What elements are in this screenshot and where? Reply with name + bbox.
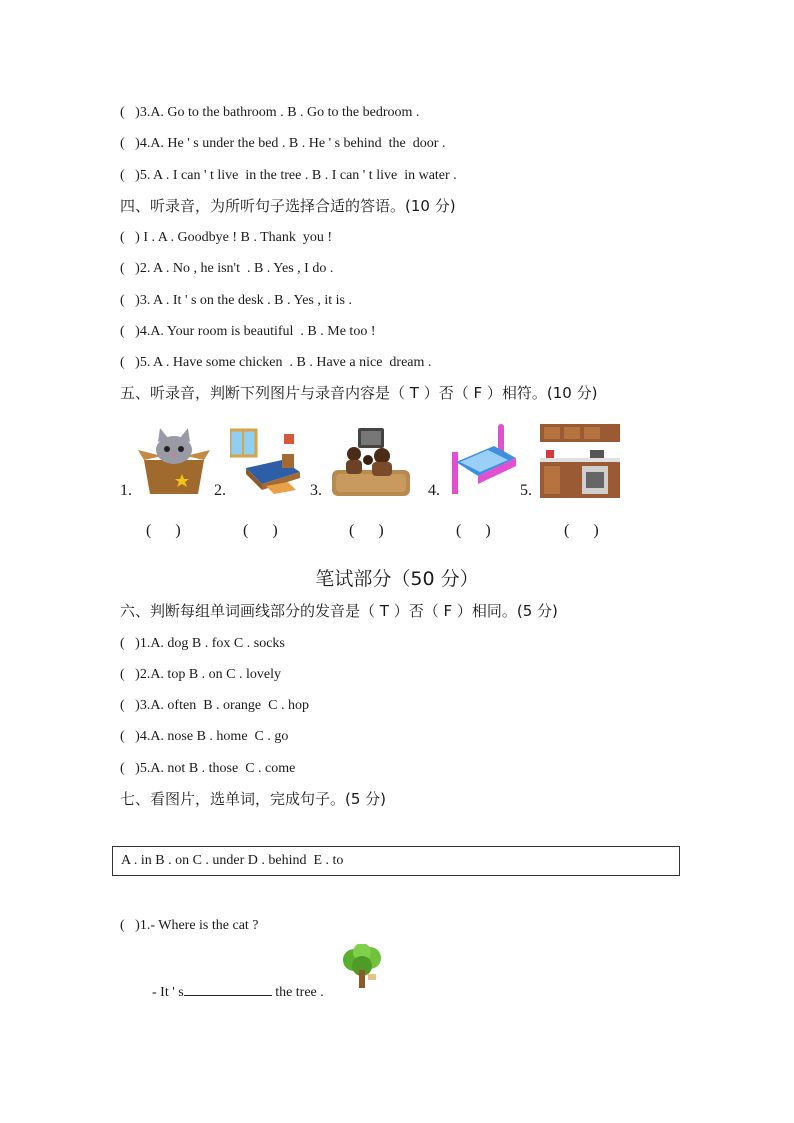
answer-paren-1[interactable]: ( ) (146, 522, 181, 539)
section-6-item-2: ( )2.A. top B . on C . lovely (120, 667, 281, 682)
listening-item-4: ( )4.A. He ' s under the bed . B . He ' s behind the door . (120, 136, 446, 151)
kitchen-icon (540, 424, 620, 498)
section-6-item-1: ( )1.A. dog B . fox C . socks (120, 636, 285, 651)
section-4-item-3: ( )3. A . It ' s on the desk . B . Yes , it is . (120, 293, 352, 308)
section-7-answer-1 (152, 981, 324, 1002)
cat-in-box-icon (138, 424, 210, 496)
section-4-item-5: ( )5. A . Have some chicken . B . Have a nice dream . (120, 355, 432, 370)
section-6-item-4: ( )4.A. nose B . home C . go (120, 729, 289, 744)
answer-paren-4[interactable]: ( ) (456, 522, 491, 539)
section-5-heading: 五、听录音，判断下列图片与录音内容是（ T ）否（ F ）相符。(10 分) (120, 384, 598, 402)
section-7-question-1: ( )1.- Where is the cat ? (120, 918, 259, 933)
word-bank-text: A . in B . on C . under D . behind E . to (121, 853, 344, 868)
answer-paren-2[interactable]: ( ) (243, 522, 278, 539)
answer-suffix: the tree . (271, 985, 324, 1000)
picture-number-3: 3. (310, 482, 322, 499)
picture-number-5: 5. (520, 482, 532, 499)
section-4-item-4: ( )4.A. Your room is beautiful . B . Me too ! (120, 324, 376, 339)
section-4-item-2: ( )2. A . No , he isn't . B . Yes , I do . (120, 261, 334, 276)
answer-blank[interactable] (184, 981, 272, 996)
section-4-item-1: ( ) I . A . Goodbye ! B . Thank you ! (120, 230, 333, 245)
picture-number-1: 1. (120, 482, 132, 499)
section-7-heading: 七、看图片，选单词，完成句子。(5 分) (120, 790, 387, 808)
section-4-heading: 四、听录音，为所听句子选择合适的答语。(10 分) (120, 197, 456, 215)
family-watching-tv-icon (332, 424, 410, 496)
written-part-title: 笔试部分（50 分） (315, 568, 479, 590)
bed-icon (448, 424, 520, 496)
picture-number-2: 2. (214, 482, 226, 499)
word-bank-box (112, 846, 680, 876)
section-6-item-3: ( )3.A. often B . orange C . hop (120, 698, 309, 713)
answer-paren-5[interactable]: ( ) (564, 522, 599, 539)
picture-number-4: 4. (428, 482, 440, 499)
answer-prefix: - It ' s (152, 985, 184, 1000)
listening-item-3: ( )3.A. Go to the bathroom . B . Go to the bedroom . (120, 105, 420, 120)
answer-paren-3[interactable]: ( ) (349, 522, 384, 539)
bedroom-icon (230, 424, 302, 496)
section-6-heading: 六、判断每组单词画线部分的发音是（ T ）否（ F ）相同。(5 分) (120, 602, 558, 620)
tree-icon (340, 944, 384, 990)
listening-item-5: ( )5. A . I can ' t live in the tree . B . I can ' t live in water . (120, 168, 457, 183)
section-6-item-5: ( )5.A. not B . those C . come (120, 761, 296, 776)
